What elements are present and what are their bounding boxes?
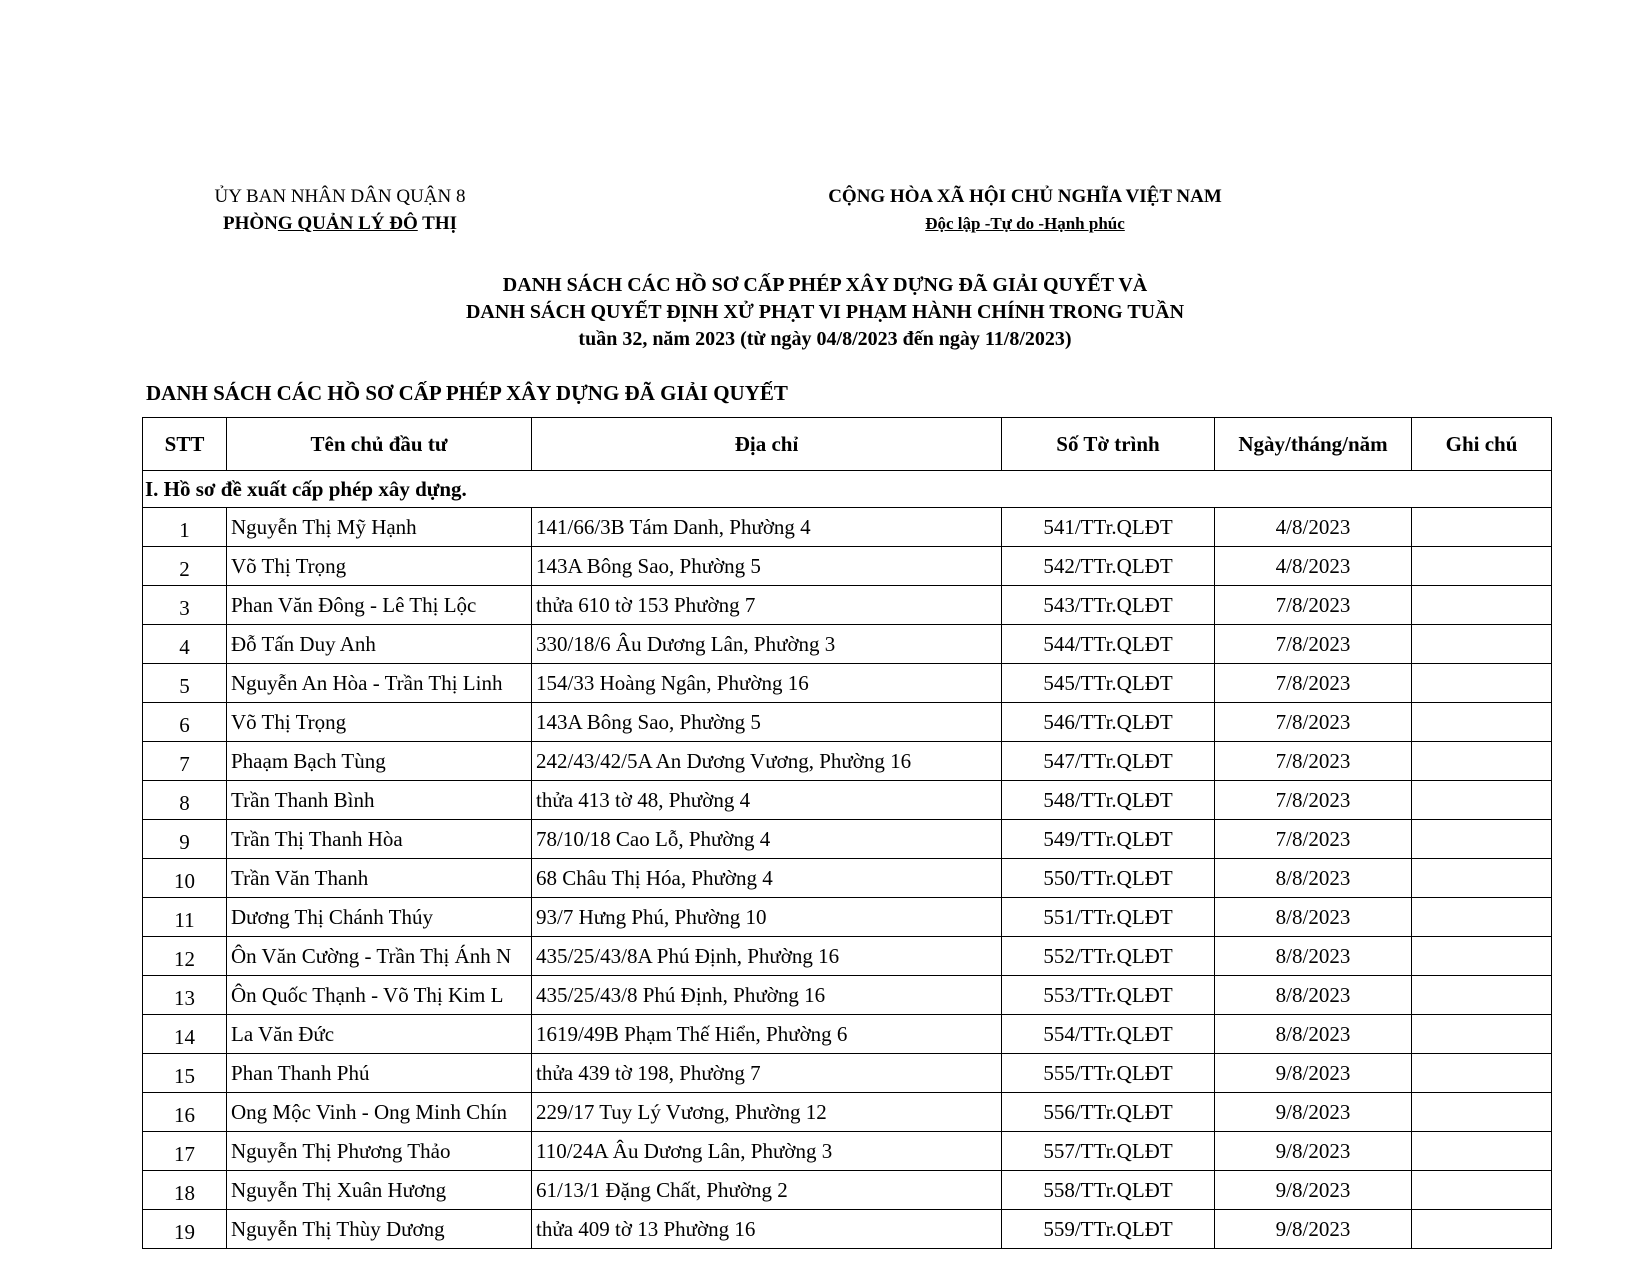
row-note <box>1412 1054 1552 1093</box>
issuer-department <box>150 210 530 237</box>
row-address: 154/33 Hoàng Ngân, Phường 16 <box>532 664 1002 703</box>
row-document-number: 554/TTr.QLĐT <box>1002 1015 1215 1054</box>
table-header-row <box>143 418 1552 471</box>
row-document-number: 556/TTr.QLĐT <box>1002 1093 1215 1132</box>
row-date: 4/8/2023 <box>1215 508 1412 547</box>
row-document-number: 551/TTr.QLĐT <box>1002 898 1215 937</box>
table-row <box>143 508 1552 547</box>
row-stt: 2 <box>143 547 227 586</box>
row-note <box>1412 1171 1552 1210</box>
issuer-department-prefix: PHÒN <box>222 213 278 234</box>
row-date: 4/8/2023 <box>1215 547 1412 586</box>
row-date: 9/8/2023 <box>1215 1171 1412 1210</box>
row-document-number: 553/TTr.QLĐT <box>1002 976 1215 1015</box>
row-date: 9/8/2023 <box>1215 1132 1412 1171</box>
row-stt: 11 <box>143 898 227 937</box>
row-investor-name: Trần Thị Thanh Hòa <box>227 820 532 859</box>
issuer-department-suffix: THỊ <box>417 213 458 234</box>
row-address: 435/25/43/8 Phú Định, Phường 16 <box>532 976 1002 1015</box>
row-date: 7/8/2023 <box>1215 664 1412 703</box>
table-row <box>143 898 1552 937</box>
row-note <box>1412 1210 1552 1249</box>
row-address: thửa 439 tờ 198, Phường 7 <box>532 1054 1002 1093</box>
row-note <box>1412 547 1552 586</box>
title-line-3: tuần 32, năm 2023 (từ ngày 04/8/2023 đến ngày 11/8/2023) <box>578 328 1072 350</box>
table-row <box>143 664 1552 703</box>
col-header-address: Địa chỉ <box>532 418 1002 471</box>
row-stt: 14 <box>143 1015 227 1054</box>
group-label: I. Hồ sơ đề xuất cấp phép xây dựng. <box>143 471 1552 508</box>
row-note <box>1412 1015 1552 1054</box>
row-address: 143A Bông Sao, Phường 5 <box>532 547 1002 586</box>
row-date: 7/8/2023 <box>1215 586 1412 625</box>
table-row <box>143 586 1552 625</box>
row-address: 143A Bông Sao, Phường 5 <box>532 703 1002 742</box>
document-title <box>300 272 1350 353</box>
table-row <box>143 703 1552 742</box>
row-investor-name: Nguyễn An Hòa - Trần Thị Linh <box>227 664 532 703</box>
issuer-committee: ỦY BAN NHÂN DÂN QUẬN 8 <box>214 186 466 207</box>
row-investor-name: Ôn Quốc Thạnh - Võ Thị Kim L <box>227 976 532 1015</box>
row-investor-name: Nguyễn Thị Thùy Dương <box>227 1210 532 1249</box>
row-document-number: 552/TTr.QLĐT <box>1002 937 1215 976</box>
table-row <box>143 1171 1552 1210</box>
row-investor-name: Nguyễn Thị Mỹ Hạnh <box>227 508 532 547</box>
issuer-department-underlined: G QUẢN LÝ ĐÔ <box>277 213 418 234</box>
row-stt: 4 <box>143 625 227 664</box>
row-document-number: 543/TTr.QLĐT <box>1002 586 1215 625</box>
row-stt: 16 <box>143 1093 227 1132</box>
row-note <box>1412 1132 1552 1171</box>
row-stt: 9 <box>143 820 227 859</box>
row-stt: 19 <box>143 1210 227 1249</box>
row-date: 7/8/2023 <box>1215 703 1412 742</box>
row-address: 1619/49B Phạm Thế Hiển, Phường 6 <box>532 1015 1002 1054</box>
national-motto-block <box>780 183 1270 237</box>
row-address: 242/43/42/5A An Dương Vương, Phường 16 <box>532 742 1002 781</box>
group-row <box>143 471 1552 508</box>
row-address: 229/17 Tuy Lý Vương, Phường 12 <box>532 1093 1002 1132</box>
row-stt: 3 <box>143 586 227 625</box>
row-date: 8/8/2023 <box>1215 976 1412 1015</box>
table-row <box>143 1054 1552 1093</box>
row-date: 8/8/2023 <box>1215 898 1412 937</box>
col-header-stt: STT <box>143 418 227 471</box>
row-stt: 5 <box>143 664 227 703</box>
row-stt: 10 <box>143 859 227 898</box>
row-document-number: 557/TTr.QLĐT <box>1002 1132 1215 1171</box>
row-investor-name: Dương Thị Chánh Thúy <box>227 898 532 937</box>
row-document-number: 550/TTr.QLĐT <box>1002 859 1215 898</box>
row-investor-name: Trần Thanh Bình <box>227 781 532 820</box>
table-row <box>143 1132 1552 1171</box>
row-investor-name: Phan Thanh Phú <box>227 1054 532 1093</box>
row-date: 8/8/2023 <box>1215 937 1412 976</box>
row-stt: 1 <box>143 508 227 547</box>
row-address: 330/18/6 Âu Dương Lân, Phường 3 <box>532 625 1002 664</box>
table-row <box>143 625 1552 664</box>
row-stt: 8 <box>143 781 227 820</box>
table-row <box>143 742 1552 781</box>
row-document-number: 548/TTr.QLĐT <box>1002 781 1215 820</box>
row-date: 7/8/2023 <box>1215 820 1412 859</box>
row-document-number: 546/TTr.QLĐT <box>1002 703 1215 742</box>
national-motto: Độc lập -Tự do -Hạnh phúc <box>925 214 1125 233</box>
row-note <box>1412 937 1552 976</box>
row-investor-name: Trần Văn Thanh <box>227 859 532 898</box>
row-note <box>1412 976 1552 1015</box>
table-row <box>143 859 1552 898</box>
row-investor-name: Phaạm Bạch Tùng <box>227 742 532 781</box>
row-address: 78/10/18 Cao Lỗ, Phường 4 <box>532 820 1002 859</box>
national-title: CỘNG HÒA XÃ HỘI CHỦ NGHĨA VIỆT NAM <box>828 186 1222 207</box>
row-note <box>1412 742 1552 781</box>
row-address: 68 Châu Thị Hóa, Phường 4 <box>532 859 1002 898</box>
row-stt: 18 <box>143 1171 227 1210</box>
row-address: 93/7 Hưng Phú, Phường 10 <box>532 898 1002 937</box>
row-document-number: 555/TTr.QLĐT <box>1002 1054 1215 1093</box>
title-line-1: DANH SÁCH CÁC HỒ SƠ CẤP PHÉP XÂY DỰNG ĐÃ GIẢI QUYẾT VÀ <box>502 274 1148 296</box>
table-row <box>143 937 1552 976</box>
col-header-investor: Tên chủ đầu tư <box>227 418 532 471</box>
row-stt: 15 <box>143 1054 227 1093</box>
row-address: thửa 610 tờ 153 Phường 7 <box>532 586 1002 625</box>
row-note <box>1412 859 1552 898</box>
row-note <box>1412 508 1552 547</box>
row-note <box>1412 664 1552 703</box>
row-date: 7/8/2023 <box>1215 781 1412 820</box>
title-line-2: DANH SÁCH QUYẾT ĐỊNH XỬ PHẠT VI PHẠM HÀNH CHÍNH TRONG TUẦN <box>465 301 1185 323</box>
row-stt: 12 <box>143 937 227 976</box>
row-document-number: 547/TTr.QLĐT <box>1002 742 1215 781</box>
row-investor-name: Võ Thị Trọng <box>227 703 532 742</box>
row-document-number: 558/TTr.QLĐT <box>1002 1171 1215 1210</box>
row-address: 435/25/43/8A Phú Định, Phường 16 <box>532 937 1002 976</box>
row-stt: 13 <box>143 976 227 1015</box>
table-row <box>143 781 1552 820</box>
row-date: 8/8/2023 <box>1215 1015 1412 1054</box>
row-investor-name: Nguyễn Thị Xuân Hương <box>227 1171 532 1210</box>
row-date: 9/8/2023 <box>1215 1093 1412 1132</box>
issuer-block <box>150 183 530 237</box>
row-document-number: 549/TTr.QLĐT <box>1002 820 1215 859</box>
row-note <box>1412 703 1552 742</box>
row-note <box>1412 586 1552 625</box>
row-address: thửa 413 tờ 48, Phường 4 <box>532 781 1002 820</box>
row-note <box>1412 781 1552 820</box>
section-title: DANH SÁCH CÁC HỒ SƠ CẤP PHÉP XÂY DỰNG ĐÃ GIẢI QUYẾT <box>146 381 788 405</box>
col-header-date: Ngày/tháng/năm <box>1215 418 1412 471</box>
row-date: 9/8/2023 <box>1215 1210 1412 1249</box>
row-investor-name: Đỗ Tấn Duy Anh <box>227 625 532 664</box>
row-stt: 17 <box>143 1132 227 1171</box>
table-row <box>143 547 1552 586</box>
row-stt: 6 <box>143 703 227 742</box>
row-address: 110/24A Âu Dương Lân, Phường 3 <box>532 1132 1002 1171</box>
row-document-number: 541/TTr.QLĐT <box>1002 508 1215 547</box>
permit-table <box>142 417 1552 1249</box>
row-note <box>1412 898 1552 937</box>
row-investor-name: Võ Thị Trọng <box>227 547 532 586</box>
row-address: 141/66/3B Tám Danh, Phường 4 <box>532 508 1002 547</box>
row-investor-name: Nguyễn Thị Phương Thảo <box>227 1132 532 1171</box>
row-note <box>1412 1093 1552 1132</box>
table-row <box>143 976 1552 1015</box>
row-date: 7/8/2023 <box>1215 625 1412 664</box>
row-date: 7/8/2023 <box>1215 742 1412 781</box>
row-investor-name: La Văn Đức <box>227 1015 532 1054</box>
table-row <box>143 1210 1552 1249</box>
row-date: 9/8/2023 <box>1215 1054 1412 1093</box>
table-row <box>143 820 1552 859</box>
table-row <box>143 1093 1552 1132</box>
col-header-note: Ghi chú <box>1412 418 1552 471</box>
row-date: 8/8/2023 <box>1215 859 1412 898</box>
row-note <box>1412 625 1552 664</box>
row-document-number: 559/TTr.QLĐT <box>1002 1210 1215 1249</box>
row-investor-name: Ong Mộc Vinh - Ong Minh Chín <box>227 1093 532 1132</box>
row-document-number: 544/TTr.QLĐT <box>1002 625 1215 664</box>
table-row <box>143 1015 1552 1054</box>
row-document-number: 542/TTr.QLĐT <box>1002 547 1215 586</box>
col-header-document-number: Số Tờ trình <box>1002 418 1215 471</box>
row-stt: 7 <box>143 742 227 781</box>
row-address: 61/13/1 Đặng Chất, Phường 2 <box>532 1171 1002 1210</box>
row-investor-name: Ôn Văn Cường - Trần Thị Ánh N <box>227 937 532 976</box>
row-investor-name: Phan Văn Đông - Lê Thị Lộc <box>227 586 532 625</box>
row-document-number: 545/TTr.QLĐT <box>1002 664 1215 703</box>
row-address: thửa 409 tờ 13 Phường 16 <box>532 1210 1002 1249</box>
row-note <box>1412 820 1552 859</box>
